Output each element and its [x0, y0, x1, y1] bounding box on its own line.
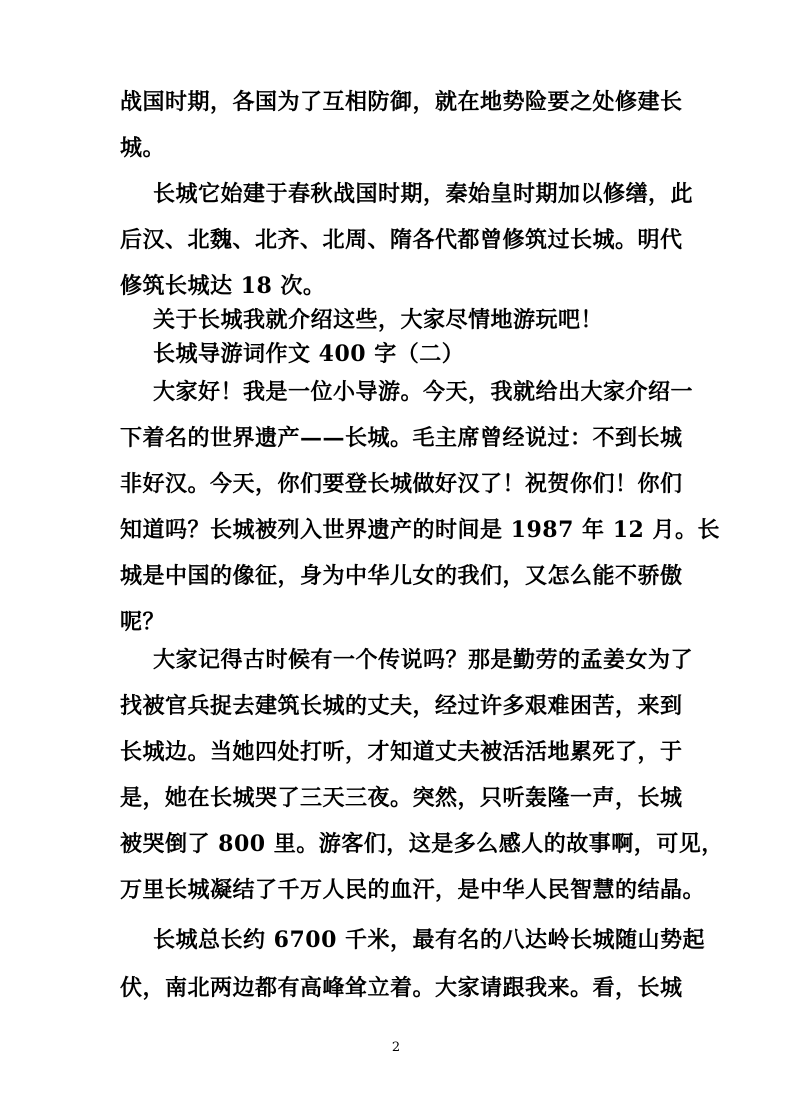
text-line: 战国时期，各国为了互相防御，就在地势险要之处修建长 [120, 89, 683, 115]
text-line: 伏，南北两边都有高峰耸立着。大家请跟我来。看，长城 [120, 975, 683, 1001]
text-line: 长城它始建于春秋战国时期，秦始皇时期加以修缮，此 [153, 181, 694, 207]
text-line: 城。 [120, 135, 166, 161]
text-line: 长城总长约 6700 千米，最有名的八达岭长城随山势起 [153, 927, 706, 953]
text-line: 长城边。当她四处打听，才知道丈夫被活活地累死了，于 [120, 739, 683, 765]
text-line: 找被官兵捉去建筑长城的丈夫，经过许多艰难困苦，来到 [120, 693, 683, 719]
text-line: 被哭倒了 800 里。游客们，这是多么感人的故事啊，可见， [120, 831, 724, 857]
text-line: 非好汉。今天，你们要登长城做好汉了！祝贺你们！你们 [120, 471, 683, 497]
text-line: 是，她在长城哭了三天三夜。突然，只听轰隆一声，长城 [120, 785, 683, 811]
text-line: 城是中国的像征，身为中华儿女的我们，又怎么能不骄傲 [120, 563, 683, 589]
text-line: 关于长城我就介绍这些，大家尽情地游玩吧！ [153, 307, 604, 333]
text-line: 万里长城凝结了千万人民的血汗，是中华人民智慧的结晶。 [120, 877, 706, 903]
text-line: 大家好！我是一位小导游。今天，我就给出大家介绍一 [153, 379, 694, 405]
section-heading: 长城导游词作文 400 字（二） [153, 341, 465, 367]
text-line: 大家记得古时候有一个传说吗？那是勤劳的孟姜女为了 [153, 647, 694, 673]
text-line: 呢？ [120, 609, 166, 635]
text-line: 修筑长城达 18 次。 [120, 273, 326, 299]
text-line: 下着名的世界遗产——长城。毛主席曾经说过：不到长城 [120, 425, 683, 451]
page-number: 2 [391, 1040, 401, 1055]
text-line: 后汉、北魏、北齐、北周、隋各代都曾修筑过长城。明代 [120, 227, 683, 253]
text-line: 知道吗？长城被列入世界遗产的时间是 1987 年 12 月。长 [120, 517, 720, 543]
